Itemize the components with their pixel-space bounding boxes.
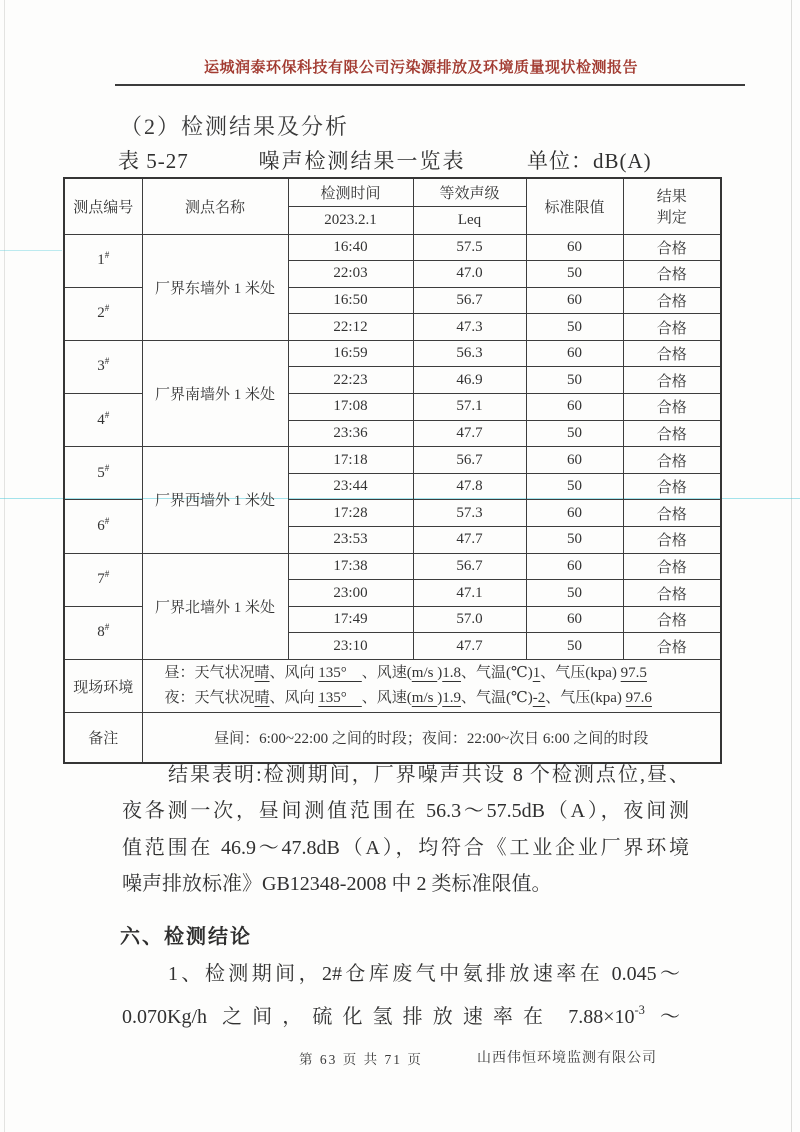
text-run: 、气压(kpa)	[540, 665, 621, 681]
text-run: 、气温(℃)	[460, 665, 533, 681]
cell-limit: 60	[526, 394, 623, 421]
text-run: 夜：天气状况	[164, 690, 255, 706]
cell-leq: 47.7	[413, 527, 526, 554]
text-run: ～	[644, 1006, 680, 1028]
cell-result: 合格	[623, 473, 721, 500]
cell-point-no	[64, 553, 142, 606]
cell-point-no	[64, 447, 142, 500]
table-row	[64, 340, 721, 367]
header-rule	[115, 84, 745, 86]
table-title: 噪声检测结果一览表	[258, 149, 466, 173]
cell-result: 合格	[623, 447, 721, 474]
text-run: 昼：天气状况	[164, 665, 255, 681]
superscript: -3	[634, 1003, 645, 1018]
cell-leq: 47.7	[413, 420, 526, 447]
cell-limit: 50	[526, 367, 623, 394]
cell-result: 合格	[623, 340, 721, 367]
conclusion-line-1: 1、检测期间，2#仓库废气中氨排放速率在 0.045～	[168, 963, 680, 985]
text-run: 、气温(℃)	[460, 690, 533, 706]
results-summary-paragraph	[122, 757, 689, 903]
underlined-value: 135°	[318, 690, 362, 706]
cell-point-no	[64, 394, 142, 447]
cell-time: 17:38	[288, 553, 413, 580]
text-run: 0.070Kg/h 之间，硫化氢排放速率在 7.88×10	[122, 1006, 635, 1028]
cell-result: 合格	[623, 580, 721, 607]
cell-point-no	[64, 340, 142, 393]
table-row	[64, 553, 721, 580]
col-header-result	[623, 178, 721, 234]
point-number-mark: #	[104, 409, 110, 420]
cell-result: 合格	[623, 314, 721, 341]
underlined-value: m/s	[411, 665, 438, 681]
cell-leq: 57.5	[413, 234, 526, 261]
point-number: 1	[97, 252, 105, 269]
site-environment-content	[142, 660, 721, 713]
table-header-row-1	[64, 178, 721, 206]
cell-leq: 47.8	[413, 473, 526, 500]
cell-limit: 50	[526, 261, 623, 288]
site-environment-night	[165, 686, 721, 711]
col-header-limit: 标准限值	[526, 178, 623, 234]
cell-result: 合格	[623, 633, 721, 660]
summary-line: 结果表明:检测期间，厂界噪声共设 8 个检测点位,昼、	[168, 764, 689, 786]
cell-result: 合格	[623, 553, 721, 580]
text-run: )	[437, 690, 443, 706]
cell-time: 16:40	[288, 234, 413, 261]
point-number: 6	[97, 518, 105, 535]
cell-time: 17:08	[288, 394, 413, 421]
footer-page-number: 第 63 页 共 71 页	[299, 1052, 423, 1067]
noise-table-footer-rows	[64, 660, 721, 763]
col-header-leq: 等效声级	[413, 178, 526, 206]
cell-point-no	[64, 500, 142, 553]
cell-time: 22:12	[288, 314, 413, 341]
summary-line: 值范围在 46.9～47.8dB（A），均符合《工业企业厂界环境	[122, 836, 689, 859]
scan-artifact-line-short	[0, 250, 62, 251]
underlined-value: 97.5	[620, 665, 647, 681]
text-run: 、风向	[269, 665, 319, 681]
cell-point-name: 厂界南墙外 1 米处	[142, 340, 288, 446]
text-run: 、气压(kpa)	[545, 690, 626, 706]
conclusion-line-2	[122, 1000, 680, 1029]
remark-label: 备注	[64, 713, 142, 763]
col-header-result-line1: 结果	[656, 189, 687, 206]
point-number-mark: #	[104, 303, 110, 314]
report-header-title: 运城润泰环保科技有限公司污染源排放及环境质量现状检测报告	[203, 60, 638, 76]
cell-limit: 60	[526, 553, 623, 580]
cell-time: 23:00	[288, 580, 413, 607]
cell-leq: 57.1	[413, 394, 526, 421]
table-row	[64, 234, 721, 261]
cell-point-name: 厂界北墙外 1 米处	[142, 553, 288, 659]
cell-result: 合格	[623, 261, 721, 288]
cell-limit: 50	[526, 420, 623, 447]
cell-limit: 60	[526, 606, 623, 633]
cell-leq: 47.7	[413, 633, 526, 660]
cell-point-no	[64, 606, 142, 659]
cell-limit: 50	[526, 473, 623, 500]
cell-leq: 56.3	[413, 340, 526, 367]
underlined-value: 97.6	[625, 690, 652, 706]
text-run: )	[437, 665, 443, 681]
cell-limit: 60	[526, 234, 623, 261]
cell-limit: 50	[526, 580, 623, 607]
cell-time: 17:28	[288, 500, 413, 527]
cell-point-name: 厂界西墙外 1 米处	[142, 447, 288, 553]
cell-time: 16:50	[288, 287, 413, 314]
remark-row	[64, 713, 721, 763]
underlined-value: 晴	[254, 690, 270, 706]
point-number-mark: #	[104, 516, 110, 527]
cell-time: 23:53	[288, 527, 413, 554]
col-header-date: 2023.2.1	[288, 206, 413, 234]
point-number: 8	[97, 624, 105, 641]
table-header	[64, 178, 721, 234]
underlined-value: 晴	[254, 665, 270, 681]
underlined-value: 1.9	[442, 690, 461, 706]
col-header-result-line2: 判定	[656, 210, 687, 227]
cell-limit: 60	[526, 287, 623, 314]
cell-time: 17:18	[288, 447, 413, 474]
underlined-value: 135°	[318, 665, 362, 681]
table-unit-label: 单位：dB(A)	[527, 149, 652, 173]
cell-point-name: 厂界东墙外 1 米处	[142, 234, 288, 340]
cell-time: 22:23	[288, 367, 413, 394]
cell-leq: 47.0	[413, 261, 526, 288]
point-number-mark: #	[104, 622, 110, 633]
cell-result: 合格	[623, 420, 721, 447]
cell-time: 23:36	[288, 420, 413, 447]
cell-result: 合格	[623, 527, 721, 554]
point-number: 3	[97, 358, 105, 375]
cell-limit: 50	[526, 527, 623, 554]
site-environment-day	[165, 661, 721, 686]
point-number-mark: #	[104, 250, 110, 261]
cell-result: 合格	[623, 287, 721, 314]
cell-leq: 46.9	[413, 367, 526, 394]
cell-time: 16:59	[288, 340, 413, 367]
cell-limit: 60	[526, 340, 623, 367]
remark-content: 昼间：6:00~22:00 之间的时段；夜间：22:00~次日 6:00 之间的时段	[142, 713, 721, 763]
cell-leq: 56.7	[413, 447, 526, 474]
underlined-value: 1	[532, 665, 541, 681]
cell-leq: 56.7	[413, 553, 526, 580]
cell-result: 合格	[623, 234, 721, 261]
cell-leq: 56.7	[413, 287, 526, 314]
text-run: 、风速(	[361, 665, 412, 681]
text-run: 、风向	[269, 690, 319, 706]
cell-point-no	[64, 287, 142, 340]
cell-result: 合格	[623, 367, 721, 394]
section-heading: （2）检测结果及分析	[120, 114, 350, 139]
cell-result: 合格	[623, 500, 721, 527]
cell-result: 合格	[623, 606, 721, 633]
cell-time: 22:03	[288, 261, 413, 288]
cell-leq: 57.3	[413, 500, 526, 527]
point-number: 7	[97, 571, 105, 588]
scan-edge-left	[4, 0, 5, 1132]
cell-leq: 47.3	[413, 314, 526, 341]
underlined-value: 1.8	[442, 665, 461, 681]
cell-limit: 60	[526, 447, 623, 474]
cell-point-no	[64, 234, 142, 287]
summary-line: 夜各测一次，昼间测值范围在 56.3～57.5dB（A），夜间测	[122, 800, 689, 823]
conclusion-heading: 六、检测结论	[120, 926, 252, 948]
col-header-leq-sub: Leq	[413, 206, 526, 234]
cell-time: 17:49	[288, 606, 413, 633]
cell-result: 合格	[623, 394, 721, 421]
scan-edge-right	[791, 0, 792, 1132]
noise-results-table	[63, 177, 722, 764]
underlined-value: -2	[532, 690, 546, 706]
cell-time: 23:44	[288, 473, 413, 500]
col-header-point-name: 测点名称	[142, 178, 288, 234]
site-environment-row	[64, 660, 721, 713]
col-header-time: 检测时间	[288, 178, 413, 206]
table-row	[64, 447, 721, 474]
noise-table-rows	[64, 234, 721, 660]
text-run: 、风速(	[361, 690, 412, 706]
col-header-point-no: 测点编号	[64, 178, 142, 234]
footer-company-name: 山西伟恒环境监测有限公司	[477, 1051, 657, 1066]
underlined-value: m/s	[411, 690, 438, 706]
cell-limit: 60	[526, 500, 623, 527]
table-number-label: 表 5-27	[118, 149, 189, 173]
point-number: 4	[97, 411, 105, 428]
cell-leq: 57.0	[413, 606, 526, 633]
point-number: 2	[97, 305, 105, 322]
point-number-mark: #	[104, 462, 110, 473]
point-number-mark: #	[104, 356, 110, 367]
cell-time: 23:10	[288, 633, 413, 660]
point-number-mark: #	[104, 569, 110, 580]
site-environment-label: 现场环境	[64, 660, 142, 713]
cell-leq: 47.1	[413, 580, 526, 607]
cell-limit: 50	[526, 633, 623, 660]
point-number: 5	[97, 464, 105, 481]
cell-limit: 50	[526, 314, 623, 341]
summary-line: 噪声排放标准》GB12348-2008 中 2 类标准限值。	[122, 873, 552, 896]
